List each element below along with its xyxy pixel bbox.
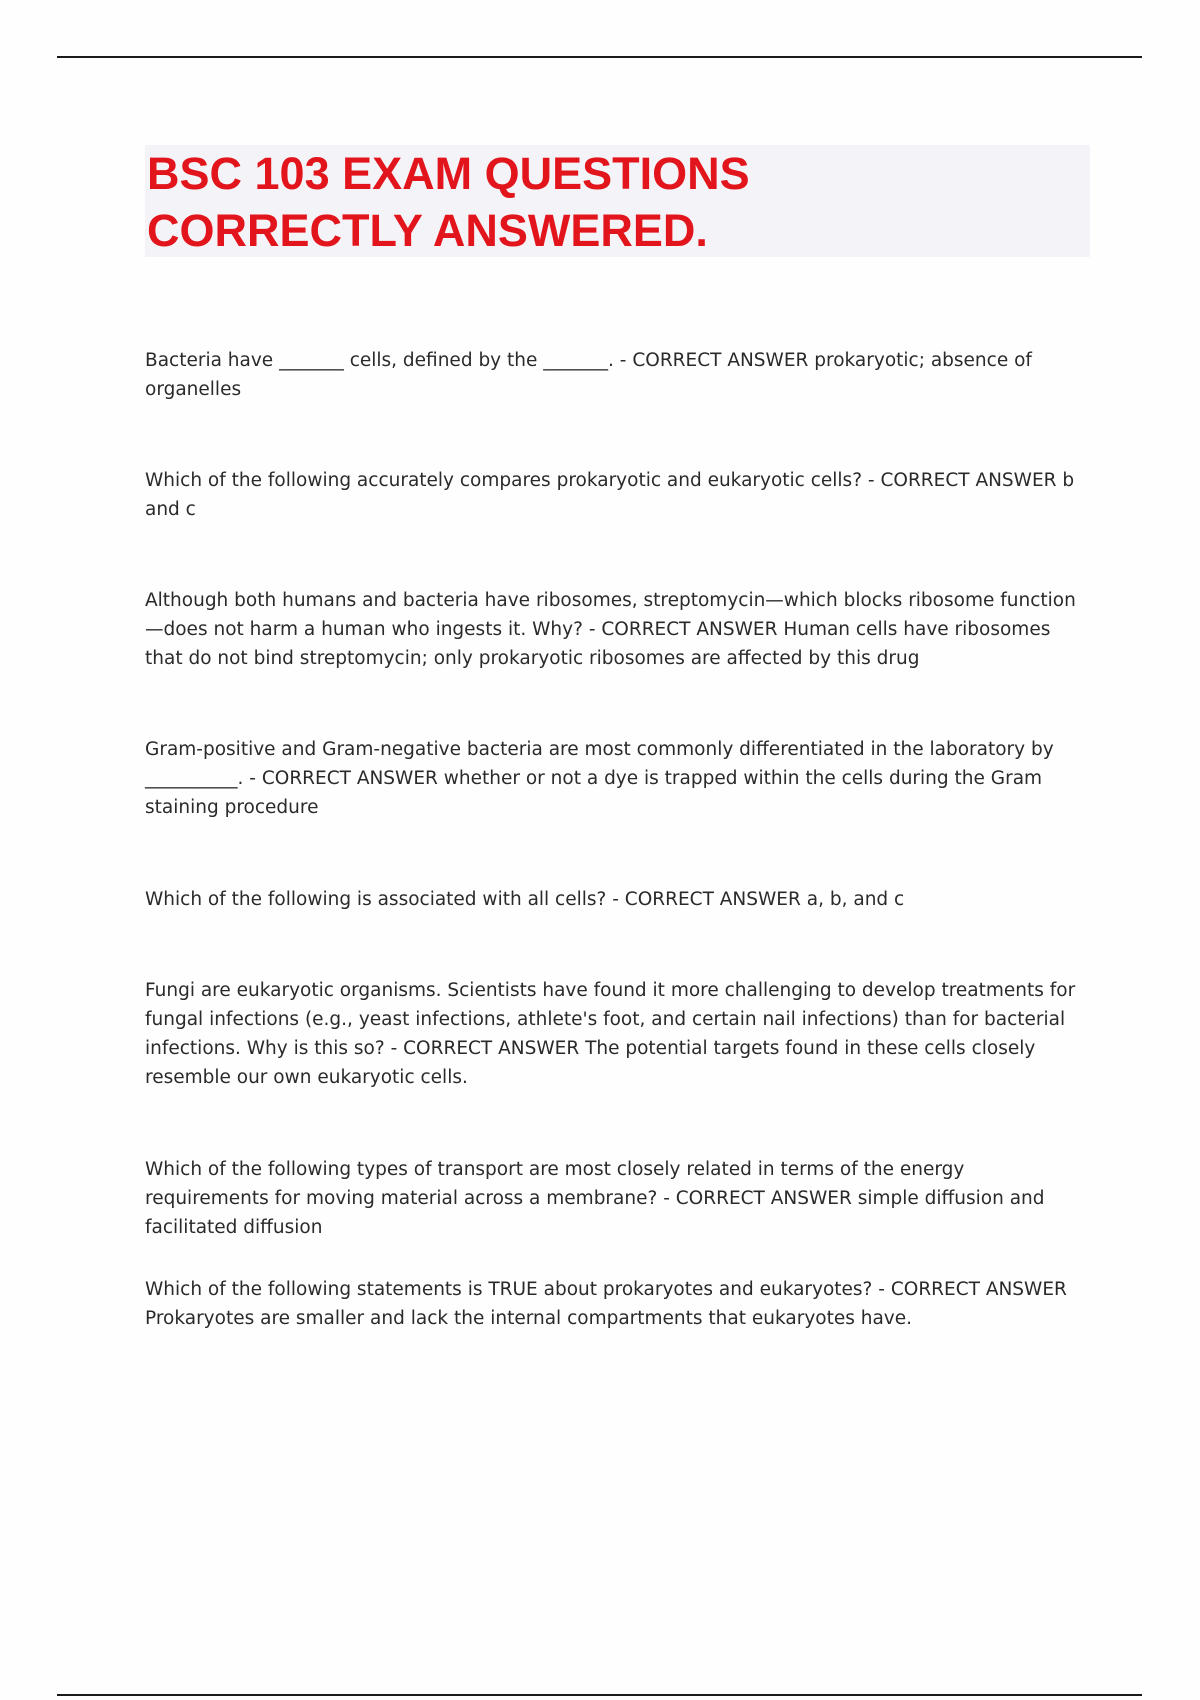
answer-text: whether or not a dye is trapped within the cells during the Gram staining procedure: [145, 768, 1043, 818]
question-text: Gram-positive and Gram-negative bacteria are most commonly differentiated in the laboratory by __________.: [145, 739, 1054, 789]
answer-label: - CORRECT ANSWER: [249, 768, 438, 789]
answer-label: - CORRECT ANSWER: [619, 350, 809, 371]
answer-text: Human cells have ribosomes that do not bind streptomycin; only prokaryotic ribosomes are affected by this drug: [145, 619, 1051, 669]
answer-text: prokaryotic; absence of organelles: [145, 350, 1032, 400]
footer-rule: [57, 1694, 1142, 1696]
title-block: [145, 145, 1090, 257]
answer-text: The potential targets found in these cells closely resemble our own eukaryotic cells.: [145, 1038, 1036, 1088]
answer-text: Prokaryotes are smaller and lack the internal compartments that eukaryotes have.: [145, 1308, 913, 1329]
question-text: Bacteria have _______ cells, defined by the _______.: [145, 350, 614, 371]
question-text: Which of the following types of transport are most closely related in terms of the energy requirements for moving material across a membrane?: [145, 1159, 965, 1209]
title-line-2: CORRECTLY ANSWERED.: [147, 205, 708, 256]
qa-item-3: [145, 586, 1090, 673]
answer-label: - CORRECT ANSWER: [663, 1188, 852, 1209]
qa-item-5: [145, 885, 1090, 914]
answer-label: - CORRECT ANSWER: [588, 619, 778, 640]
qa-item-4: [145, 735, 1090, 822]
qa-item-2: [145, 466, 1090, 524]
qa-item-7: [145, 1155, 1090, 1242]
qa-item-6: [145, 976, 1090, 1092]
answer-text: simple diffusion and facilitated diffusion: [145, 1188, 1045, 1238]
qa-item-8: [145, 1275, 1090, 1333]
question-text: Which of the following is associated with all cells?: [145, 889, 607, 910]
answer-text: b and c: [145, 470, 1075, 520]
header-rule: [57, 56, 1142, 58]
document-title: [145, 145, 1090, 259]
question-text: Which of the following statements is TRUE about prokaryotes and eukaryotes?: [145, 1279, 873, 1300]
qa-item-1: [145, 346, 1090, 404]
question-text: Which of the following accurately compares prokaryotic and eukaryotic cells?: [145, 470, 863, 491]
question-text: Although both humans and bacteria have ribosomes, streptomycin—which blocks ribosome function—does not harm a human who ingests it. Why?: [145, 590, 1076, 640]
answer-label: - CORRECT ANSWER: [878, 1279, 1067, 1300]
answer-label: - CORRECT ANSWER: [612, 889, 801, 910]
answer-label: - CORRECT ANSWER: [867, 470, 1057, 491]
title-line-1: BSC 103 EXAM QUESTIONS: [147, 148, 750, 199]
answer-label: - CORRECT ANSWER: [390, 1038, 580, 1059]
question-text: Fungi are eukaryotic organisms. Scientists have found it more challenging to develop treatments for fungal infections (e.g., yeast infections, athlete's foot, and certain nail infections) than for bacterial infections. Why is this so?: [145, 980, 1076, 1059]
answer-text: a, b, and c: [806, 889, 905, 910]
